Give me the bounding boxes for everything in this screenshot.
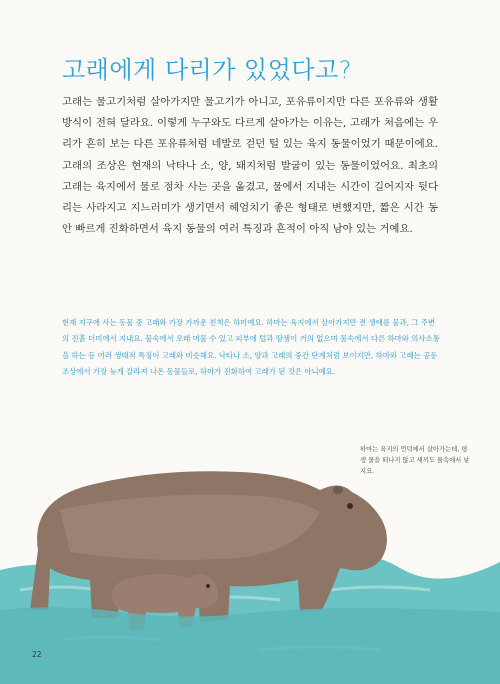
adult-hippo-ear: [333, 486, 343, 494]
illustration-caption: 하마는 육지의 언덕에서 살아가는데, 평생 물을 떠나지 않고 새끼도 물속에서 낳지요.: [360, 446, 470, 475]
page-title: 고래에게 다리가 있었다고?: [62, 56, 353, 84]
hippo-illustration: [0, 440, 500, 684]
page-number: 22: [32, 650, 42, 659]
side-note: 현재 지구에 사는 동물 중 고래와 가장 가까운 친척은 하마예요. 하마는 육지에서 살아가지만 전 생애를 물과, 그 주변의 진흙 더미에서 지내요. 물속에서 오래 머물 수 있고 피부에 털과 땀샘이 거의 없으며 물속에서 다른 하마와 의사소통을 하는 등 여러 생태적 특징이 고래와 비슷해요. 낙타나 소, 양과 고래의 중간 단계처럼 보이지만, 하마와 고래는 공동 조상에서 가장 늦게 갈라져 나온 동물들로, 하마가 진화하여 고래가 된 것은 아니예요.: [62, 318, 440, 376]
adult-hippo-eye: [347, 503, 353, 509]
main-paragraph: 고래는 물고기처럼 살아가지만 물고기가 아니고, 포유류이지만 다른 포유류와 생활 방식이 전혀 달라요. 이렇게 누구와도 다르게 살아가는 이유는, 고래가 처음에는 우리가 흔히 보는 다른 포유류처럼 네발로 걷던 털 있는 육지 동물이었기 때문이에요. 고래의 조상은 현재의 낙타나 소, 양, 돼지처럼 발굽이 있는 동물이었어요. 최초의 고래는 육지에서 물로 점차 사는 곳을 옮겼고, 물에서 지내는 시간이 길어지자 뒷다리는 사라지고 지느러미가 생기면서 헤엄치기 좋은 형태로 변했지만, 짧은 시간 동안 빠르게 진화하면서 육지 동물의 여러 특징과 흔적이 아직 남아 있는 거예요.: [62, 96, 438, 236]
water-front: [0, 607, 500, 684]
baby-hippo-eye: [206, 584, 210, 588]
